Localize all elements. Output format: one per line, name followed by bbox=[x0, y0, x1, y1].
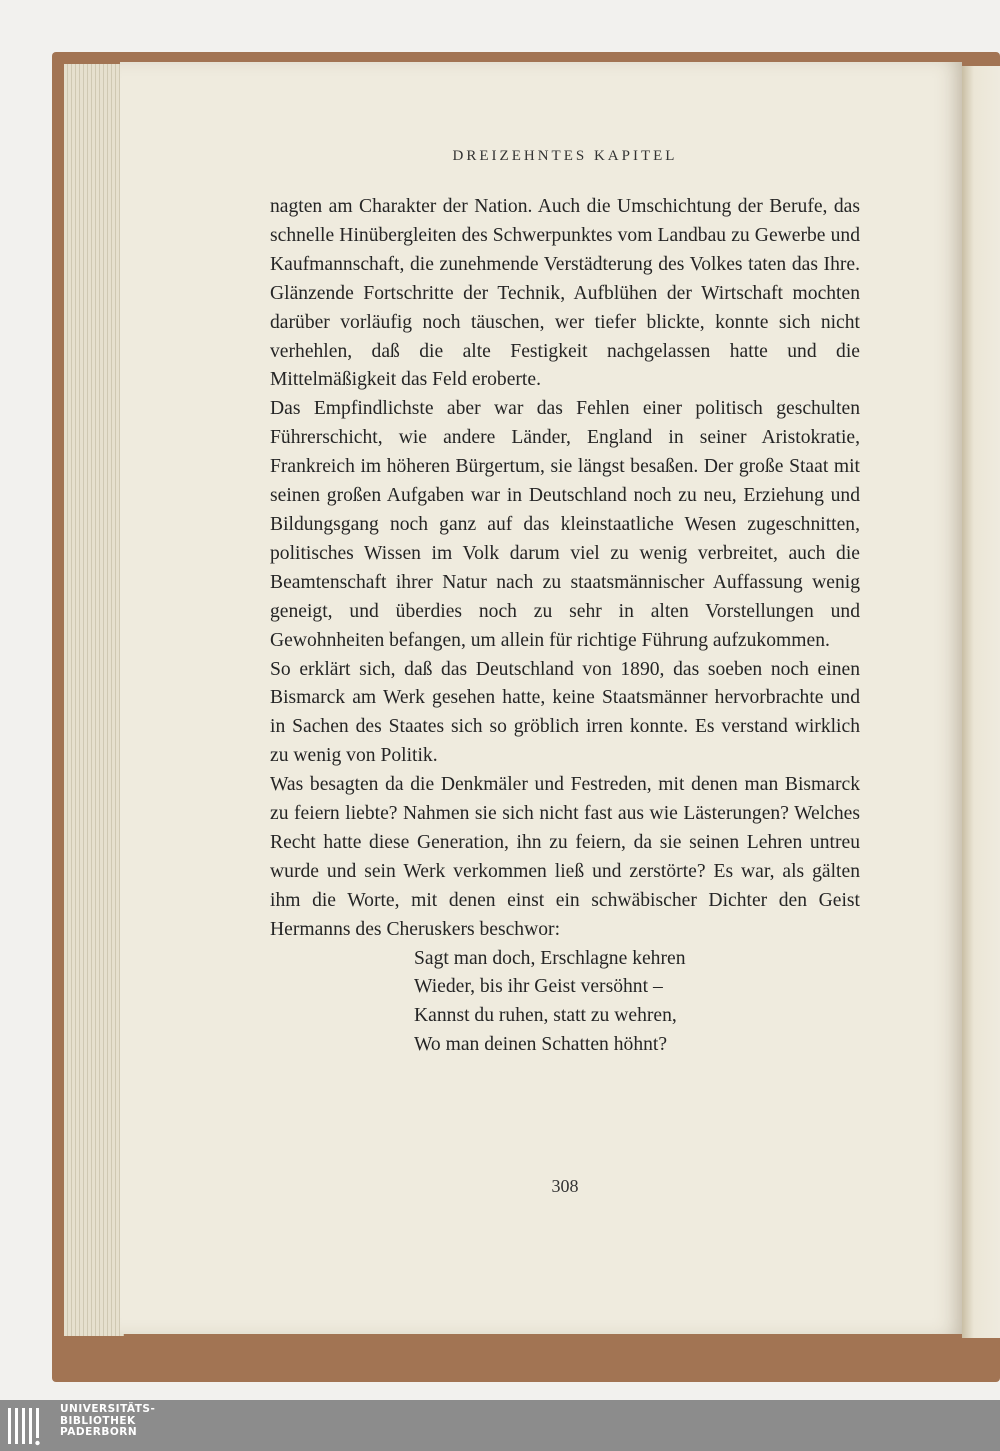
verse-block bbox=[414, 945, 860, 1061]
page-edges bbox=[64, 64, 124, 1336]
paragraph: nagten am Charakter der Nation. Auch die Umschichtung der Berufe, das schnelle Hinübergleiten des Schwerpunktes vom Landbau zu Gewerbe und Kaufmannschaft, die zunehmende Verstädterung des Volkes taten das Ihre. Glänzende Fortschritte der Technik, Aufblühen der Wirtschaft mochten darüber vorläufig noch täuschen, wer tiefer blickte, konnte sich nicht verhehlen, daß die alte Festigkeit nachgelassen hatte und die Mittelmäßigkeit das Feld eroberte. bbox=[270, 196, 860, 391]
logo-line: BIBLIOTHEK bbox=[60, 1414, 136, 1427]
footer-bar bbox=[0, 1400, 1000, 1451]
facing-page-edge bbox=[962, 66, 1000, 1338]
running-header: DREIZEHNTES KAPITEL bbox=[452, 148, 678, 164]
library-logo-icon bbox=[6, 1404, 52, 1448]
paragraph: Das Empfindlichste aber war das Fehlen einer politisch geschulten Führerschicht, wie andere Länder, England in seiner Aristokratie, Frankreich im höheren Bürgertum, sie längst besaßen. Der große Staat mit seinen großen Aufgaben war in Deutschland noch zu neu, Erziehung und Bildungsgang noch ganz auf das kleinstaatliche Wesen zugeschnitten, politisches Wissen im Volk darum viel zu wenig verbreitet, auch die Beamtenschaft ihrer Natur nach zu staatsmännischer Auffassung wenig geneigt, und überdies noch zu sehr in alten Vorstellungen und Gewohnheiten befangen, um allein für richtige Führung aufzukommen. bbox=[270, 398, 860, 651]
paragraph: Was besagten da die Denkmäler und Festreden, mit denen man Bismarck zu feiern liebte? Nahmen sie sich nicht fast aus wie Lästerungen? Welches Recht hatte diese Generation, ihn zu feiern, da sie seinen Lehren untreu wurde und sein Werk verkommen ließ und zerstörte? Es war, als gälten ihm die Worte, mit denen einst ein schwäbischer Dichter den Geist Hermanns des Cheruskers beschwor: bbox=[270, 774, 860, 940]
page-number: 308 bbox=[551, 1176, 579, 1196]
body-text bbox=[270, 193, 860, 1060]
verse-line: Sagt man doch, Erschlagne kehren bbox=[414, 947, 686, 969]
library-logo-text bbox=[60, 1404, 155, 1439]
verse-line: Kannst du ruhen, statt zu wehren, bbox=[414, 1005, 677, 1027]
verse-line: Wieder, bis ihr Geist versöhnt – bbox=[414, 976, 663, 998]
paragraph: So erklärt sich, daß das Deutschland von 1890, das soeben noch einen Bismarck am Werk gesehen hatte, keine Staatsmänner hervorbrachte und in Sachen des Staates sich so gröblich irren konnte. Es verstand wirklich zu wenig von Politik. bbox=[270, 658, 860, 767]
logo-line: PADERBORN bbox=[60, 1426, 138, 1439]
logo-line: UNIVERSITÄTS- bbox=[60, 1403, 156, 1415]
verse-line: Wo man deinen Schatten höhnt? bbox=[414, 1034, 668, 1056]
